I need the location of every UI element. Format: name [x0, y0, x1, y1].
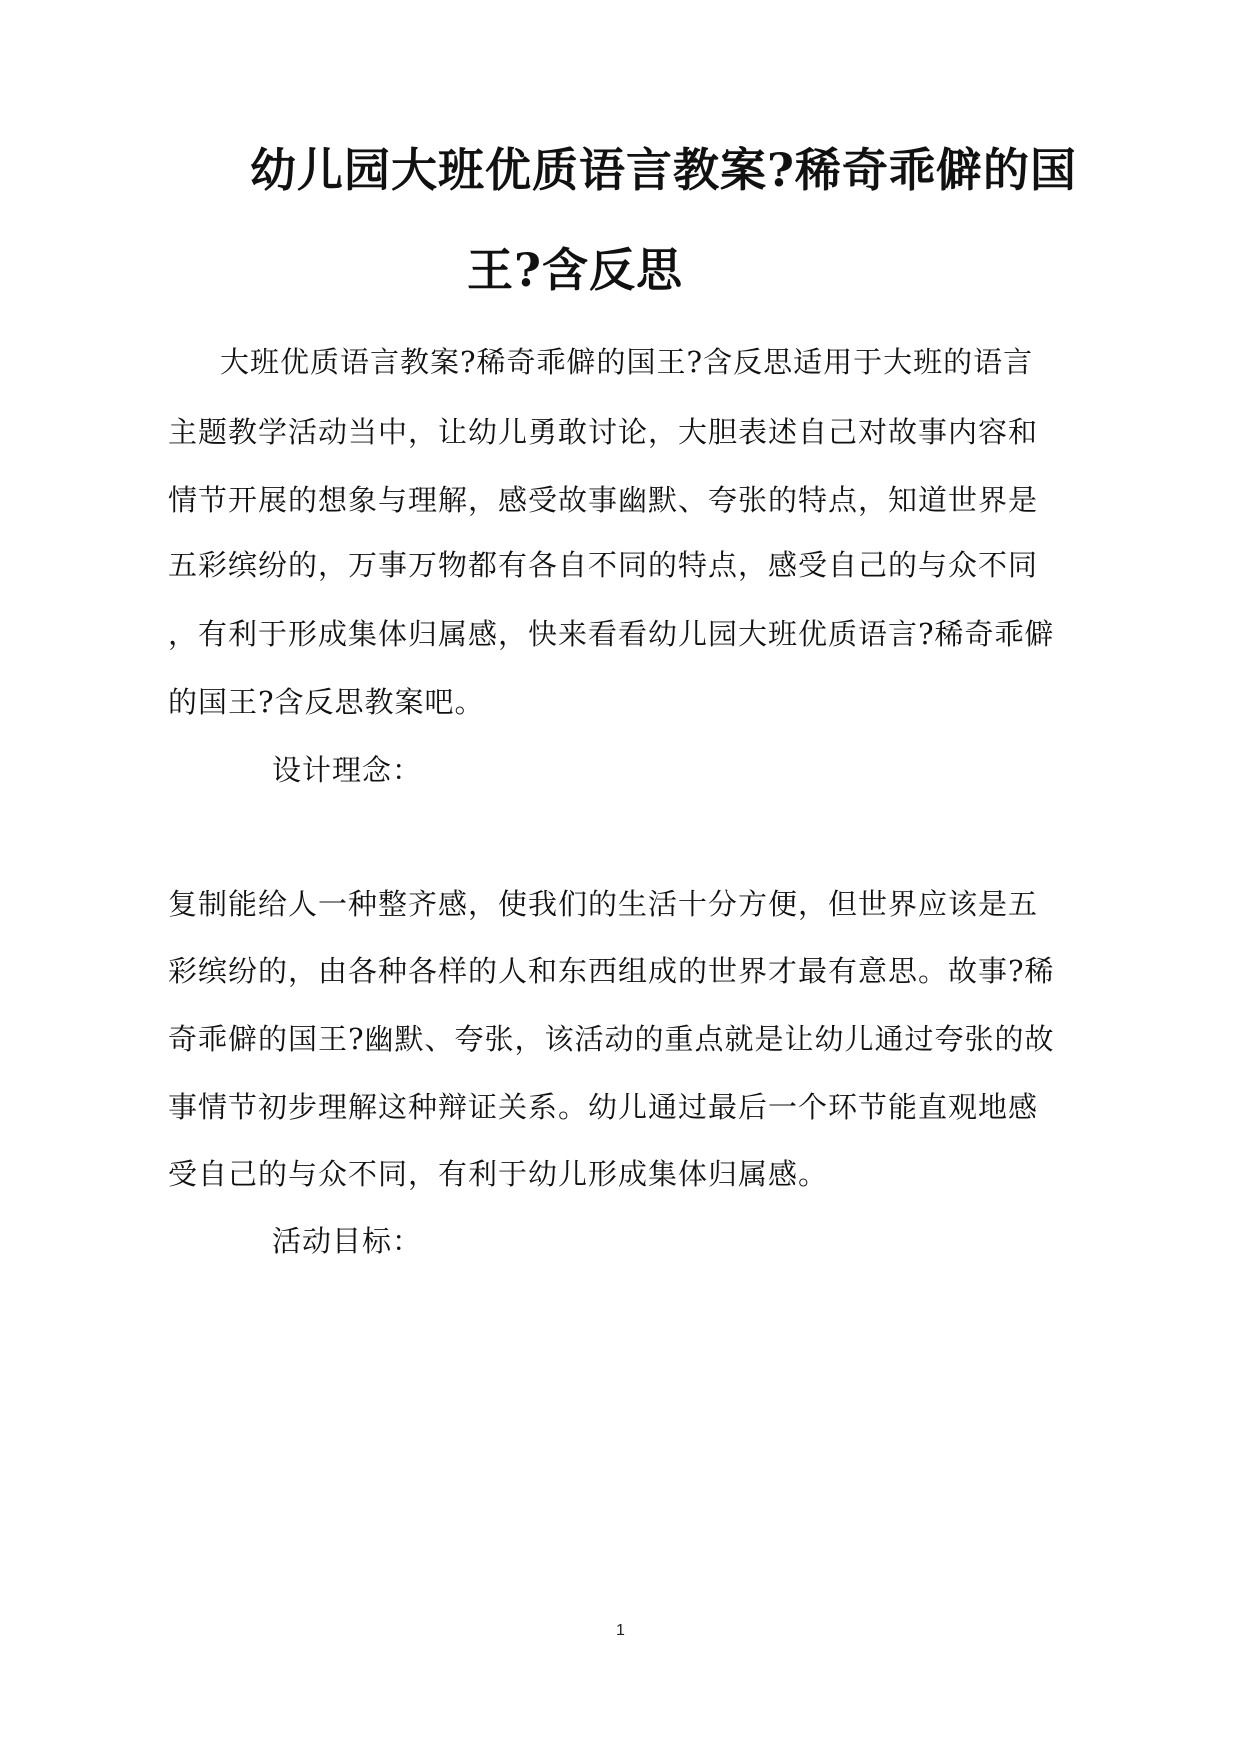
intro-line-4: 五彩缤纷的，万事万物都有各自不同的特点，感受自己的与众不同	[168, 548, 1039, 582]
design-line-3: 奇乖僻的国王?幽默、夸张，该活动的重点就是让幼儿通过夸张的故	[168, 1022, 1055, 1056]
design-line-5: 受自己的与众不同，有利于幼儿形成集体归属感。	[168, 1157, 829, 1191]
design-line-4: 事情节初步理解这种辩证关系。幼儿通过最后一个环节能直观地感	[168, 1090, 1039, 1124]
heading-activity-goals: 活动目标：	[272, 1224, 423, 1258]
heading-design-concept: 设计理念：	[272, 753, 423, 787]
page-number: 1	[616, 1622, 625, 1639]
title-line-1: 幼儿园大班优质语言教案?稀奇乖僻的国	[250, 143, 1077, 197]
design-line-1: 复制能给人一种整齐感，使我们的生活十分方便，但世界应该是五	[168, 887, 1039, 921]
intro-line-2: 主题教学活动当中，让幼儿勇敢讨论，大胆表述自己对故事内容和	[168, 415, 1039, 449]
design-line-2: 彩缤纷的，由各种各样的人和东西组成的世界才最有意思。故事?稀	[168, 954, 1055, 988]
intro-line-6: 的国王?含反思教案吧。	[168, 685, 485, 719]
intro-line-5: ，有利于形成集体归属感，快来看看幼儿园大班优质语言?稀奇乖僻	[168, 617, 1055, 651]
intro-line-1: 大班优质语言教案?稀奇乖僻的国王?含反思适用于大班的语言	[220, 345, 1034, 379]
title-line-2: 王?含反思	[467, 243, 683, 297]
intro-line-3: 情节开展的想象与理解，感受故事幽默、夸张的特点，知道世界是	[168, 483, 1039, 517]
